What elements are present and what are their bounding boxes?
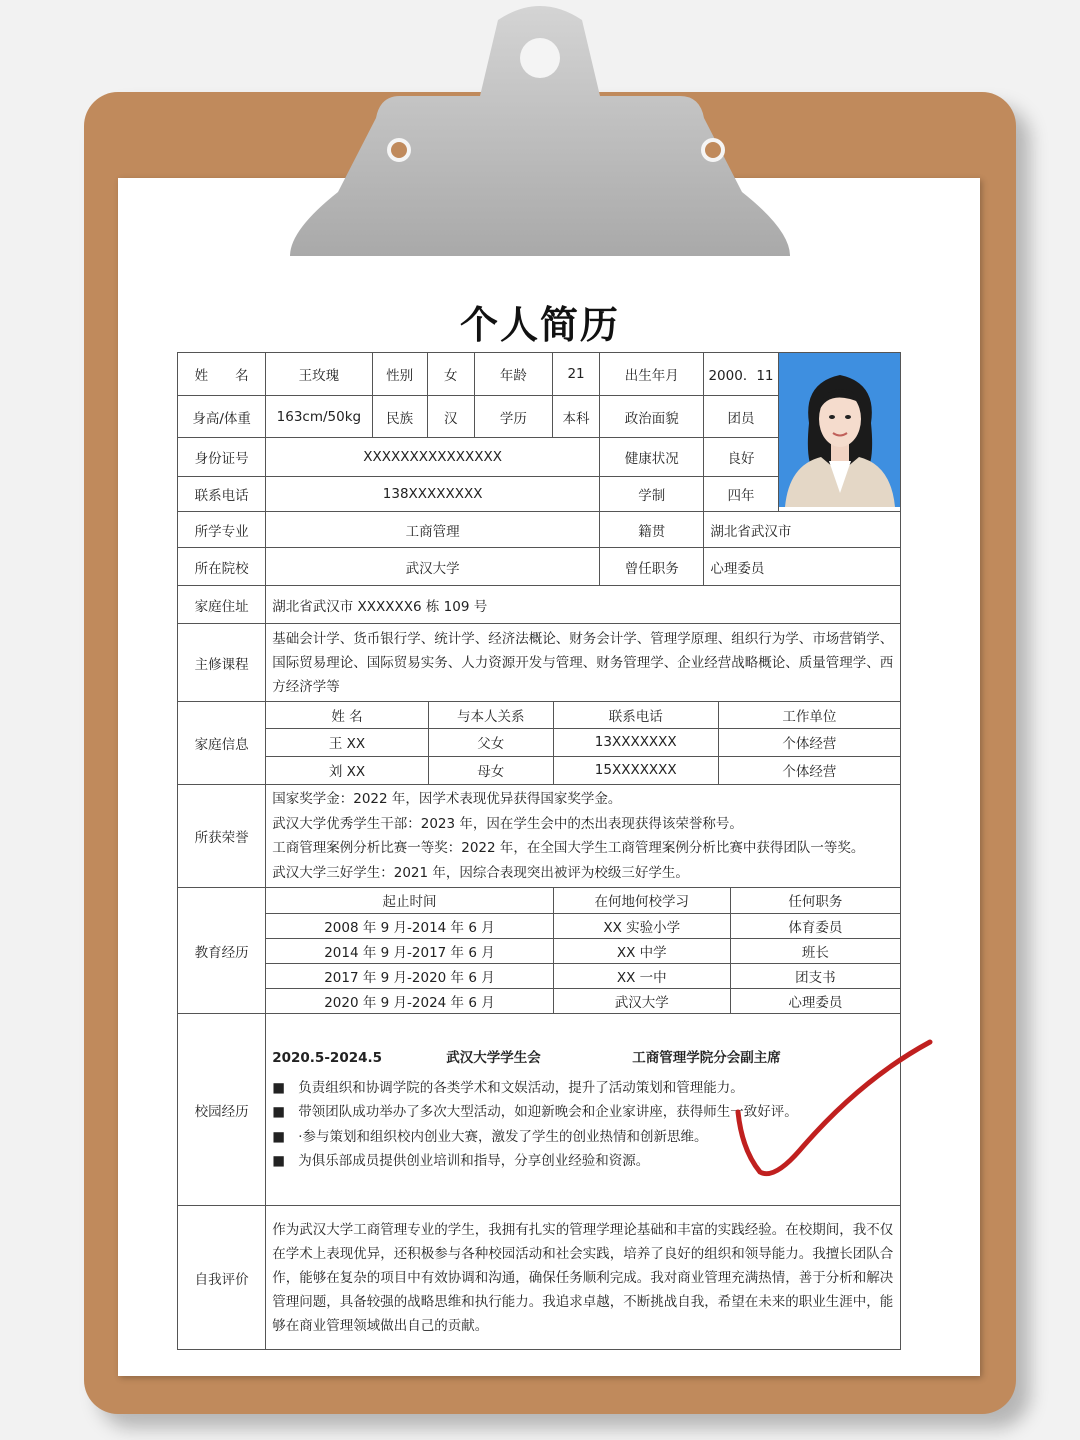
campus-content xyxy=(266,1014,901,1206)
birth-label: 出生年月 xyxy=(600,353,704,396)
table-row xyxy=(266,988,900,1013)
political-value: 团员 xyxy=(704,396,778,437)
honor-item: 武汉大学三好学生：2021 年，因综合表现突出被评为校级三好学生。 xyxy=(272,864,689,881)
bullet-square-icon: ■ xyxy=(272,1128,285,1145)
health-value: 良好 xyxy=(704,437,778,476)
resume-title: 个人简历 xyxy=(459,303,620,347)
portrait-photo-icon xyxy=(779,353,901,507)
campus-item-text: 负责组织和协调学院的各类学术和文娱活动，提升了活动策划和管理能力。 xyxy=(298,1079,744,1096)
honors-list xyxy=(266,785,901,888)
family-cell: 个体经营 xyxy=(718,728,900,756)
honor-item: 武汉大学优秀学生干部：2023 年，因在学生会中的杰出表现获得该荣誉称号。 xyxy=(272,815,743,832)
id-label: 身份证号 xyxy=(178,437,266,476)
table-row xyxy=(266,756,900,784)
education-cell: XX 中学 xyxy=(553,938,730,963)
height-weight-value: 163cm/50kg xyxy=(266,396,372,437)
age-value: 21 xyxy=(552,353,599,396)
campus-item-text: 带领团队成功举办了多次大型活动，如迎新晚会和企业家讲座，获得师生一致好评。 xyxy=(298,1104,798,1120)
school-length-value: 四年 xyxy=(704,476,778,511)
courses-text: 基础会计学、货币银行学、统计学、经济法概论、财务会计学、管理学原理、组织行为学、市场营销学、国际贸易理论、国际贸易实务、人力资源开发与管理、财务管理学、企业经营战略概论、质量管理学、西方经济学等 xyxy=(266,624,901,702)
bullet-square-icon: ■ xyxy=(272,1104,285,1120)
honors-label: 所获荣誉 xyxy=(178,785,266,888)
photo-cell xyxy=(778,353,900,512)
name-value: 王玫瑰 xyxy=(266,353,372,396)
education-cell: 2020 年 9 月-2024 年 6 月 xyxy=(266,988,553,1013)
campus-header xyxy=(272,1046,894,1070)
family-cell: 15XXXXXXX xyxy=(553,756,718,784)
address-label: 家庭住址 xyxy=(178,586,266,624)
education-cell: 2014 年 9 月-2017 年 6 月 xyxy=(266,938,553,963)
height-weight-label: 身高/体重 xyxy=(178,396,266,437)
political-label: 政治面貌 xyxy=(600,396,704,437)
campus-item-text: 为俱乐部成员提供创业培训和指导，分享创业经验和资源。 xyxy=(298,1153,650,1169)
family-cell: 13XXXXXXX xyxy=(553,728,718,756)
phone-value: 138XXXXXXXX xyxy=(266,476,600,511)
education-label: 教育经历 xyxy=(178,888,266,1014)
family-header: 与本人关系 xyxy=(428,702,553,728)
address-value: 湖北省武汉市 XXXXXX6 栋 109 号 xyxy=(266,586,901,624)
gender-value: 女 xyxy=(427,353,474,396)
list-item xyxy=(272,1125,894,1150)
bullet-square-icon: ■ xyxy=(272,1153,285,1169)
list-item xyxy=(272,1100,894,1125)
family-cell: 母女 xyxy=(428,756,553,784)
campus-period: 2020.5-2024.5 xyxy=(272,1049,383,1066)
honor-item: 工商管理案例分析比赛一等奖：2022 年，在全国大学生工商管理案例分析比赛中获得团队一等奖。 xyxy=(272,840,865,856)
campus-item-text: ·参与策划和组织校内创业大赛，激发了学生的创业热情和创新思维。 xyxy=(298,1128,708,1145)
ethnic-label: 民族 xyxy=(372,396,427,437)
education-cell: 班长 xyxy=(730,938,900,963)
honor-item: 国家奖学金：2022 年，因学术表现优异获得国家奖学金。 xyxy=(272,791,622,807)
family-cell: 王 XX xyxy=(266,728,428,756)
education-cell: 心理委员 xyxy=(788,994,843,1011)
major-value: 工商管理 xyxy=(266,512,600,548)
college-label: 所在院校 xyxy=(178,548,266,586)
education-level-value: 本科 xyxy=(552,396,599,437)
education-cell: 体育委员 xyxy=(730,913,900,938)
family-table xyxy=(266,702,900,784)
college-value: 武汉大学 xyxy=(266,548,600,586)
age-label: 年龄 xyxy=(474,353,552,396)
education-table xyxy=(266,888,900,1013)
family-label: 家庭信息 xyxy=(178,702,266,785)
family-header: 联系电话 xyxy=(553,702,718,728)
school-length-label: 学制 xyxy=(600,476,704,511)
list-item xyxy=(272,1149,894,1174)
education-cell: 2008 年 9 月-2014 年 6 月 xyxy=(266,913,553,938)
major-label: 所学专业 xyxy=(178,512,266,548)
campus-org: 武汉大学学生会 xyxy=(446,1049,541,1066)
campus-label: 校园经历 xyxy=(178,1014,266,1206)
ethnic-value: 汉 xyxy=(427,396,474,437)
clipboard-clip-icon xyxy=(0,0,1080,270)
family-cell: 刘 XX xyxy=(266,756,428,784)
self-evaluation-text: 作为武汉大学工商管理专业的学生，我拥有扎实的管理学理论基础和丰富的实践经验。在校期间，我不仅在学术上表现优异，还积极参与各种校园活动和社会实践，培养了良好的组织和领导能力。我擅长团队合作，能够在复杂的项目中有效协调和沟通，确保任务顺利完成。我对商业管理充满热情，善于分析和解决管理问题，具备较强的战略思维和执行能力。我追求卓越，不断挑战自我，希望在未来的职业生涯中，能够在商业管理领域做出自己的贡献。 xyxy=(266,1206,901,1350)
phone-label: 联系电话 xyxy=(178,476,266,511)
resume-table xyxy=(177,352,901,1350)
education-cell: 武汉大学 xyxy=(553,988,730,1013)
courses-label: 主修课程 xyxy=(178,624,266,702)
name-label: 姓 名 xyxy=(178,353,266,396)
health-label: 健康状况 xyxy=(600,437,704,476)
gender-label: 性别 xyxy=(372,353,427,396)
native-value: 湖北省武汉市 xyxy=(704,512,901,548)
education-table-cell xyxy=(266,888,901,1014)
list-item xyxy=(272,1076,894,1101)
table-row xyxy=(266,938,900,963)
education-cell: 2017 年 9 月-2020 年 6 月 xyxy=(266,963,553,988)
education-cell: XX 一中 xyxy=(553,963,730,988)
table-row xyxy=(266,913,900,938)
former-position-label: 曾任职务 xyxy=(600,548,704,586)
family-cell: 个体经营 xyxy=(782,764,837,781)
id-value: XXXXXXXXXXXXXXX xyxy=(266,437,600,476)
campus-role: 工商管理学院分会副主席 xyxy=(632,1049,781,1066)
education-header: 在何地何校学习 xyxy=(553,888,730,913)
birth-value: 2000．11 xyxy=(704,353,778,396)
self-evaluation-label: 自我评价 xyxy=(178,1206,266,1350)
table-row xyxy=(266,963,900,988)
family-header: 姓 名 xyxy=(266,702,428,728)
family-table-cell xyxy=(266,702,901,785)
family-header: 工作单位 xyxy=(718,702,900,728)
education-level-label: 学历 xyxy=(474,396,552,437)
education-header: 任何职务 xyxy=(730,888,900,913)
bullet-square-icon: ■ xyxy=(272,1079,285,1096)
family-cell: 父女 xyxy=(428,728,553,756)
education-cell: 团支书 xyxy=(730,963,900,988)
former-position-value: 心理委员 xyxy=(704,548,901,586)
education-cell: XX 实验小学 xyxy=(553,913,730,938)
education-header: 起止时间 xyxy=(266,888,553,913)
table-row xyxy=(266,728,900,756)
native-label: 籍贯 xyxy=(600,512,704,548)
